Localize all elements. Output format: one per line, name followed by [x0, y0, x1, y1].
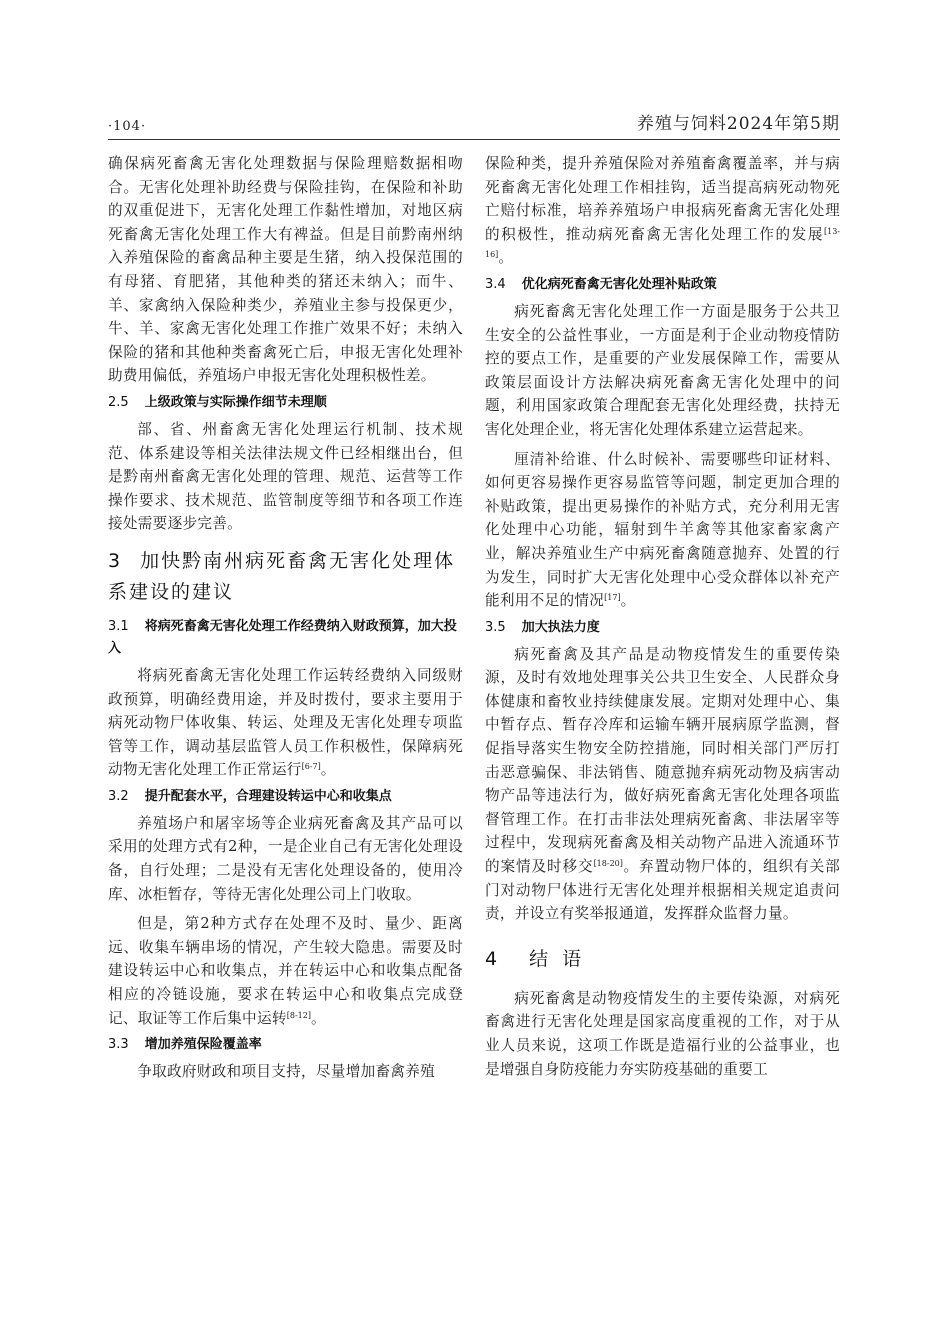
chapter-heading-4 — [485, 944, 840, 975]
citation: [17] — [604, 593, 621, 603]
section-title: 增加养殖保险覆盖率 — [144, 1037, 262, 1053]
paragraph: 部、省、州畜禽无害化处理运行机制、技术规范、体系建设等相关法律法规文件已经相继出台，但是黔南州畜禽无害化处理的管理、规范、运营等工作操作要求、技术规范、监管制度等细节和各项工作连接处需要逐步完善。 — [108, 420, 463, 533]
paragraph-text: 厘清补给谁、什么时候补、需要哪些印证材料、如何更容易操作更容易监管等问题，制定更加合理的补贴政策，提出更易操作的补贴方式，充分利用无害化处理中心功能，辐射到牛羊禽等其他家畜家禽产业，解决养殖业生产中病死畜禽随意抛弃、处置的行为发生，同时扩大无害化处理中心受众群体以补充产能利用不足的情况 — [485, 450, 840, 610]
paragraph-end: 。 — [310, 1009, 326, 1027]
paragraph-text: 但是，第2种方式存在处理不及时、量少、距离远、收集车辆串场的情况，产生较大隐患。需要及时建设转运中心和收集点，并在转运中心和收集点配备相应的冷链设施，要求在转运中心和收集点完成登记、取证等工作后集中运转 — [108, 915, 463, 1027]
paragraph: 病死畜禽是动物疫情发生的主要传染源，对病死畜禽进行无害化处理是国家高度重视的工作，对于从业人员来说，这项工作既是造福行业的公益事业，也是增强自身防疫能力夯实防疫基础的重要工 — [485, 989, 840, 1078]
chapter-number: 4 — [485, 947, 512, 970]
page-header — [108, 108, 840, 134]
section-title: 提升配套水平，合理建设转运中心和收集点 — [144, 788, 392, 804]
paragraph-text: 将病死畜禽无害化处理工作运转经费纳入同级财政预算，明确经费用途，并及时拨付，要求主要用于病死动物尸体收集、转运、处理及无害化处理专项监管等工作，调动基层监管人员工作积极性，保障病死动物无害化处理工作正常运行 — [108, 666, 463, 779]
citation: [13-16] — [485, 226, 840, 260]
chapter-title: 结语 — [529, 947, 596, 970]
paragraph — [485, 152, 840, 270]
paragraph-end: 。 — [498, 249, 514, 267]
paragraph: 养殖场户和屠宰场等企业病死畜禽及其产品可以采用的处理方式有2种，一是企业自己有无害化处理设备，自行处理；二是没有无害化处理设备的，使用冷库、冰柜暂存，等待无害化处理公司上门收取。 — [108, 814, 463, 903]
paragraph — [108, 912, 463, 1030]
paragraph: 争取政府财政和项目支持，尽量增加畜禽养殖 — [137, 1063, 436, 1081]
paragraph — [485, 448, 840, 613]
section-number: 3.4 — [485, 276, 506, 292]
citation: [18-20] — [593, 859, 623, 869]
right-column — [485, 152, 840, 1081]
section-number: 3.3 — [108, 1037, 129, 1053]
section-title: 加大执法力度 — [521, 619, 600, 635]
section-title: 上级政策与实际操作细节未理顺 — [144, 394, 327, 410]
paragraph — [108, 664, 463, 782]
section-heading-3-5 — [485, 617, 840, 639]
chapter-title: 加快黔南州病死畜禽无害化处理体系建设的建议 — [108, 549, 456, 603]
chapter-number: 3 — [108, 549, 123, 572]
section-heading-3-1 — [108, 616, 463, 660]
section-number: 3.5 — [485, 619, 506, 635]
paragraph-end: 。 — [320, 761, 336, 779]
paragraph-text: 病死畜禽及其产品是动物疫情发生的重要传染源，及时有效地处理事关公共卫生安全、人民群众身体健康和畜牧业持续健康发展。定期对处理中心、集中暂存点、暂存冷库和运输车辆开展病原学监测，督促指导落实生物安全防控措施，同时相关部门严厉打击恶意骗保、非法销售、随意抛弃病死动物及病害动物产品等违法行为，做好病死畜禽无害化处理各项监督管理工作。在打击非法处理病死畜禽、非法屠宰等过程中，发现病死畜禽及相关动物产品进入流通环节的案情及时移交 — [485, 645, 840, 876]
section-heading-3-2 — [108, 786, 463, 808]
left-column — [108, 152, 463, 1084]
section-number: 3.2 — [108, 788, 129, 804]
paragraph: 病死畜禽无害化处理工作一方面是服务于公共卫生安全的公益性事业，一方面是利于企业动物疫情防控的要点工作，是重要的产业发展保障工作，需要从政策层面设计方法解决病死畜禽无害化处理中的问题，利用国家政策合理配套无害化处理经费，扶持无害化处理企业，将无害化处理体系建立运营起来。 — [485, 302, 840, 438]
citation: [8-12] — [286, 1010, 311, 1020]
journal-title: 养殖与饲料2024年第5期 — [636, 114, 840, 134]
section-heading-2-5 — [108, 392, 463, 414]
chapter-heading-3 — [108, 546, 463, 608]
header-rule — [108, 139, 840, 140]
section-number: 2.5 — [108, 394, 129, 410]
paragraph-end: 。 — [620, 592, 636, 610]
paragraph-end: 。弃置动物尸体的，组织有关部门对动物尸体进行无害化处理并根据相关规定追责问责，并设立有奖举报通道，发挥群众监督力量。 — [485, 858, 840, 923]
paragraph — [485, 643, 840, 926]
citation: [6-7] — [301, 762, 321, 772]
section-heading-3-3 — [108, 1034, 463, 1056]
section-title: 优化病死畜禽无害化处理补贴政策 — [521, 276, 717, 292]
section-heading-3-4 — [485, 274, 840, 296]
paragraph: 确保病死畜禽无害化处理数据与保险理赔数据相吻合。无害化处理补助经费与保险挂钩，在保险和补助的双重促进下，无害化处理工作黏性增加，对地区病死畜禽无害化处理工作大有裨益。但是目前黔南州纳入养殖保险的畜禽品种主要是生猪，纳入投保范围的有母猪、育肥猪，其他种类的猪还未纳入；而牛、羊、家禽纳入保险种类少，养殖业主参与投保更少，牛、羊、家禽无害化处理工作推广效果不好；未纳入保险的猪和其他种类畜禽死亡后，申报无害化处理补助费用偏低，养殖场户申报无害化处理积极性差。 — [108, 155, 463, 385]
section-number: 3.1 — [108, 618, 129, 634]
paragraph-text: 保险种类，提升养殖保险对养殖畜禽覆盖率，并与病死畜禽无害化处理工作相挂钩，适当提高病死动物死亡赔付标准，培养养殖场户申报病死畜禽无害化处理的积极性，推动病死畜禽无害化处理工作的发展 — [485, 155, 840, 243]
page-number: ·104· — [108, 119, 147, 134]
section-title: 将病死畜禽无害化处理工作经费纳入财政预算，加大投入 — [108, 618, 457, 656]
